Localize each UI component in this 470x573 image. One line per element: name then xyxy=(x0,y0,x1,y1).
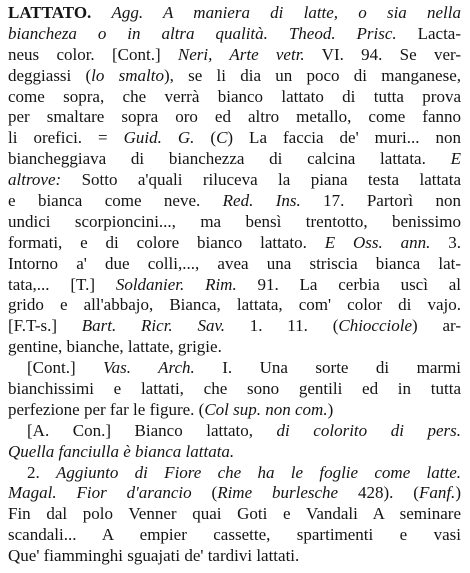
text-segment: ) La faccia de' muri... non xyxy=(227,128,461,148)
text-segment: ( xyxy=(191,483,218,503)
text-line xyxy=(8,170,461,191)
text-segment: scandali... A empier cassette, spartimenti e vasi xyxy=(8,525,461,545)
italic-text: altrove: xyxy=(8,170,62,190)
text-line xyxy=(8,3,461,24)
text-line xyxy=(8,483,461,504)
text-segment: Fin dal polo Venner quai Goti e Vandali A seminare xyxy=(8,504,461,524)
headword: LATTATO. xyxy=(8,3,92,22)
text-line xyxy=(8,400,461,421)
text-line xyxy=(8,316,461,337)
text-segment: gentine, bianche, lattate, grigie. xyxy=(8,337,222,357)
text-line xyxy=(8,212,461,233)
text-line xyxy=(8,128,461,149)
text-segment: 1. 11. ( xyxy=(225,316,339,336)
text-segment: ) ar- xyxy=(412,316,461,336)
text-line xyxy=(8,149,461,170)
text-segment: I. Una sorte di marmi xyxy=(194,358,461,378)
italic-text: Chiocciole xyxy=(338,316,413,336)
text-segment: ), se li dia un poco di manganese, xyxy=(163,65,461,85)
text-segment: deggiassi ( xyxy=(8,65,92,85)
text-segment: ) xyxy=(327,399,334,419)
text-segment: 428). ( xyxy=(338,483,419,503)
text-segment: [Cont.] xyxy=(27,358,104,378)
text-line xyxy=(8,107,461,128)
text-line xyxy=(8,442,461,463)
text-line xyxy=(8,337,461,358)
text-segment: Lacta- xyxy=(396,23,461,43)
text-segment: Que' fiamminghi sguajati de' tardivi lattati. xyxy=(8,546,300,566)
italic-text: di colorito di pers. xyxy=(276,420,461,440)
dictionary-entry-lattato xyxy=(8,3,461,567)
text-segment: grido e all'abbajo, Bianca, lattata, com' color di vajo. xyxy=(8,295,461,315)
text-segment: [F.T-s.] xyxy=(8,316,82,336)
text-segment: neus color. [Cont.] xyxy=(8,44,178,64)
text-line xyxy=(8,275,461,296)
text-line xyxy=(8,421,461,442)
text-segment: li orefici. = xyxy=(8,128,124,148)
text-line xyxy=(8,233,461,254)
italic-text: Fanf. xyxy=(418,483,456,503)
text-segment: 3. xyxy=(430,232,461,252)
text-segment: per smaltare sopra oro ed altro metallo, come fanno xyxy=(8,107,461,127)
text-segment: come sopra, che verrà bianco lattato di tutta prova xyxy=(8,86,461,106)
italic-text: E xyxy=(450,149,461,169)
text-segment: [A. Con.] Bianco lattato, xyxy=(27,420,277,440)
text-segment: formati, e di colore bianco lattato. xyxy=(8,232,325,252)
text-segment: e bianca come neve. xyxy=(8,191,223,211)
text-segment: 17. Partorì non xyxy=(300,191,461,211)
italic-text: Bart. Ricr. Sav. xyxy=(81,316,225,336)
text-line xyxy=(8,463,461,484)
text-line xyxy=(8,504,461,525)
text-line xyxy=(8,295,461,316)
text-segment xyxy=(91,3,111,22)
italic-text: Quella fanciulla è bianca lattata. xyxy=(8,441,235,461)
text-line xyxy=(8,379,461,400)
text-line xyxy=(8,24,461,45)
italic-text: Col sup. non com. xyxy=(204,399,328,419)
text-line xyxy=(8,358,461,379)
italic-text: C xyxy=(216,128,228,148)
text-segment: Intorno a' due colli,..., avea una striscia bianca lat- xyxy=(8,253,461,273)
text-line xyxy=(8,254,461,275)
italic-text: Guid. G. xyxy=(123,128,195,148)
italic-text: Rime burlesche xyxy=(217,483,339,503)
text-segment: biancheggiava di bianchezza di calcina lattata. xyxy=(8,149,451,169)
text-segment: perfezione per far le figure. ( xyxy=(8,399,205,419)
italic-text: E Oss. ann. xyxy=(324,232,431,252)
text-segment: 91. La cerbia uscì al xyxy=(236,274,461,294)
text-segment: VI. 94. Se ver- xyxy=(304,44,461,64)
text-line xyxy=(8,546,461,567)
italic-text: Agg. A maniera di latte, o sia nella xyxy=(111,3,461,22)
text-segment: Sotto a'quali riluceva la piana testa lattata xyxy=(61,170,461,190)
text-segment: tata,... [T.] xyxy=(8,274,116,294)
text-line xyxy=(8,66,461,87)
italic-text: Soldanier. Rim. xyxy=(115,274,237,294)
text-segment: ) xyxy=(455,483,461,503)
italic-text: Aggiunto di Fiore che ha le foglie come latte. xyxy=(56,462,461,482)
text-segment: bianchissimi e lattati, che sono gentili ed in tutta xyxy=(8,379,461,399)
text-line xyxy=(8,525,461,546)
text-segment: undici scorpioncini..., ma bensì trentotto, benissimo xyxy=(8,211,461,231)
text-line xyxy=(8,45,461,66)
italic-text: Neri, Arte vetr. xyxy=(177,44,305,64)
italic-text: lo smalto xyxy=(91,65,164,85)
text-line xyxy=(8,87,461,108)
italic-text: Red. Ins. xyxy=(222,191,301,211)
italic-text: Magal. Fior d'arancio xyxy=(8,483,192,503)
text-segment: ( xyxy=(194,128,217,148)
text-line xyxy=(8,191,461,212)
italic-text: Vas. Arch. xyxy=(103,358,195,378)
text-segment: 2. xyxy=(27,462,57,482)
italic-text: biancheza o in altra qualità. Theod. Prisc. xyxy=(8,23,397,43)
